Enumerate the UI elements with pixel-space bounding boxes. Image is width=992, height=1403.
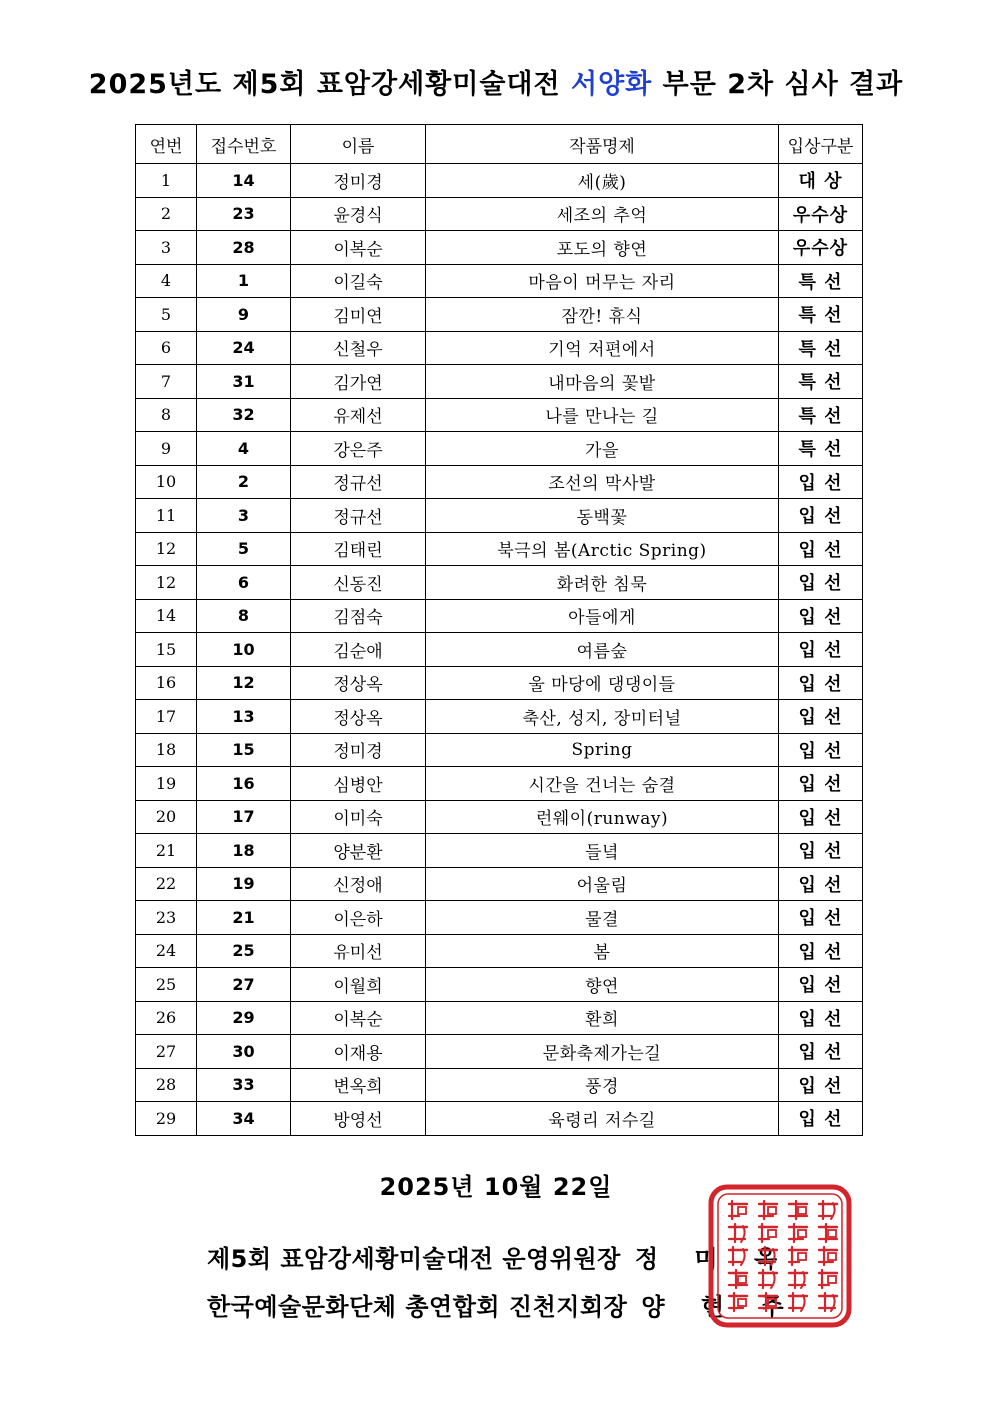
cell-award: 입 선 [779, 867, 863, 901]
cell-award: 특 선 [779, 432, 863, 466]
document-date: 2025년 10월 22일 [379, 1173, 613, 1201]
table-row [136, 901, 863, 935]
cell-receipt-number: 33 [197, 1068, 291, 1102]
cell-name: 이복순 [291, 231, 426, 265]
cell-artwork-title: 북극의 봄(Arctic Spring) [426, 532, 779, 566]
cell-name: 이은하 [291, 901, 426, 935]
cell-receipt-number: 12 [197, 666, 291, 700]
cell-receipt-number: 4 [197, 432, 291, 466]
cell-serial: 14 [136, 599, 197, 633]
cell-serial: 12 [136, 566, 197, 600]
cell-serial: 10 [136, 465, 197, 499]
cell-serial: 11 [136, 499, 197, 533]
table-row [136, 532, 863, 566]
cell-award: 대 상 [779, 164, 863, 198]
cell-serial: 28 [136, 1068, 197, 1102]
table-body [136, 164, 863, 1136]
cell-serial: 4 [136, 264, 197, 298]
cell-receipt-number: 3 [197, 499, 291, 533]
cell-award: 특 선 [779, 365, 863, 399]
cell-receipt-number: 34 [197, 1102, 291, 1136]
cell-award: 입 선 [779, 499, 863, 533]
cell-name: 이월희 [291, 968, 426, 1002]
cell-serial: 23 [136, 901, 197, 935]
cell-serial: 3 [136, 231, 197, 265]
cell-name: 신철우 [291, 331, 426, 365]
cell-name: 이재용 [291, 1035, 426, 1069]
signature-person: 정 미 옥 [634, 1245, 792, 1273]
cell-name: 변옥희 [291, 1068, 426, 1102]
cell-name: 심병안 [291, 767, 426, 801]
header-serial: 연번 [136, 125, 197, 164]
cell-artwork-title: Spring [426, 733, 779, 767]
header-name: 이름 [291, 125, 426, 164]
cell-award: 입 선 [779, 599, 863, 633]
table-row [136, 1102, 863, 1136]
cell-award: 입 선 [779, 1035, 863, 1069]
cell-award: 입 선 [779, 633, 863, 667]
cell-award: 입 선 [779, 901, 863, 935]
header-receipt: 접수번호 [197, 125, 291, 164]
table-row [136, 298, 863, 332]
cell-receipt-number: 21 [197, 901, 291, 935]
cell-serial: 27 [136, 1035, 197, 1069]
table-row [136, 197, 863, 231]
header-award: 입상구분 [779, 125, 863, 164]
table-row [136, 1035, 863, 1069]
cell-serial: 18 [136, 733, 197, 767]
cell-receipt-number: 17 [197, 800, 291, 834]
cell-name: 방영선 [291, 1102, 426, 1136]
cell-receipt-number: 27 [197, 968, 291, 1002]
signature-role: 한국예술문화단체 총연합회 진천지회장 [207, 1293, 628, 1321]
cell-name: 신동진 [291, 566, 426, 600]
cell-award: 특 선 [779, 298, 863, 332]
cell-award: 우수상 [779, 231, 863, 265]
cell-serial: 12 [136, 532, 197, 566]
cell-serial: 20 [136, 800, 197, 834]
cell-serial: 7 [136, 365, 197, 399]
cell-serial: 25 [136, 968, 197, 1002]
cell-receipt-number: 16 [197, 767, 291, 801]
cell-artwork-title: 화려한 침묵 [426, 566, 779, 600]
cell-award: 입 선 [779, 532, 863, 566]
cell-artwork-title: 세(歲) [426, 164, 779, 198]
cell-serial: 16 [136, 666, 197, 700]
cell-award: 특 선 [779, 331, 863, 365]
table-row [136, 934, 863, 968]
cell-name: 정미경 [291, 733, 426, 767]
cell-serial: 9 [136, 432, 197, 466]
cell-artwork-title: 어울림 [426, 867, 779, 901]
cell-receipt-number: 8 [197, 599, 291, 633]
table-row [136, 365, 863, 399]
cell-receipt-number: 23 [197, 197, 291, 231]
cell-serial: 24 [136, 934, 197, 968]
cell-artwork-title: 여름숲 [426, 633, 779, 667]
table-row [136, 633, 863, 667]
cell-name: 이복순 [291, 1001, 426, 1035]
cell-artwork-title: 조선의 막사발 [426, 465, 779, 499]
table-row [136, 834, 863, 868]
cell-serial: 1 [136, 164, 197, 198]
results-table [135, 124, 863, 1136]
cell-award: 입 선 [779, 767, 863, 801]
cell-serial: 21 [136, 834, 197, 868]
cell-artwork-title: 축산, 성지, 장미터널 [426, 700, 779, 734]
table-row [136, 767, 863, 801]
cell-name: 이길숙 [291, 264, 426, 298]
cell-artwork-title: 포도의 향연 [426, 231, 779, 265]
cell-artwork-title: 마음이 머무는 자리 [426, 264, 779, 298]
cell-receipt-number: 9 [197, 298, 291, 332]
cell-name: 정상옥 [291, 666, 426, 700]
cell-award: 입 선 [779, 1068, 863, 1102]
cell-name: 이미숙 [291, 800, 426, 834]
table-row [136, 800, 863, 834]
cell-artwork-title: 런웨이(runway) [426, 800, 779, 834]
cell-artwork-title: 잠깐! 휴식 [426, 298, 779, 332]
cell-name: 강은주 [291, 432, 426, 466]
cell-artwork-title: 들녘 [426, 834, 779, 868]
cell-artwork-title: 육령리 저수길 [426, 1102, 779, 1136]
cell-serial: 22 [136, 867, 197, 901]
cell-artwork-title: 봄 [426, 934, 779, 968]
cell-name: 유미선 [291, 934, 426, 968]
cell-receipt-number: 15 [197, 733, 291, 767]
cell-artwork-title: 물결 [426, 901, 779, 935]
cell-artwork-title: 울 마당에 댕댕이들 [426, 666, 779, 700]
table-row [136, 733, 863, 767]
cell-receipt-number: 30 [197, 1035, 291, 1069]
cell-name: 김가연 [291, 365, 426, 399]
table-row [136, 700, 863, 734]
table-row [136, 666, 863, 700]
cell-receipt-number: 5 [197, 532, 291, 566]
cell-artwork-title: 세조의 추억 [426, 197, 779, 231]
cell-receipt-number: 25 [197, 934, 291, 968]
table-row [136, 432, 863, 466]
cell-name: 윤경식 [291, 197, 426, 231]
cell-serial: 19 [136, 767, 197, 801]
cell-name: 정미경 [291, 164, 426, 198]
table-row [136, 1001, 863, 1035]
cell-award: 입 선 [779, 733, 863, 767]
cell-receipt-number: 31 [197, 365, 291, 399]
title-prefix: 2025년도 제5회 표암강세황미술대전 [88, 69, 561, 100]
table-row [136, 331, 863, 365]
table-row [136, 566, 863, 600]
table-row [136, 465, 863, 499]
cell-receipt-number: 24 [197, 331, 291, 365]
cell-name: 유제선 [291, 398, 426, 432]
cell-award: 입 선 [779, 800, 863, 834]
cell-artwork-title: 시간을 건너는 숨결 [426, 767, 779, 801]
cell-receipt-number: 1 [197, 264, 291, 298]
cell-name: 정규선 [291, 499, 426, 533]
cell-name: 양분환 [291, 834, 426, 868]
cell-name: 김점숙 [291, 599, 426, 633]
cell-artwork-title: 가을 [426, 432, 779, 466]
cell-serial: 5 [136, 298, 197, 332]
cell-artwork-title: 향연 [426, 968, 779, 1002]
cell-serial: 26 [136, 1001, 197, 1035]
cell-receipt-number: 2 [197, 465, 291, 499]
cell-artwork-title: 동백꽃 [426, 499, 779, 533]
cell-artwork-title: 아들에게 [426, 599, 779, 633]
cell-award: 입 선 [779, 465, 863, 499]
table-row [136, 599, 863, 633]
cell-serial: 17 [136, 700, 197, 734]
signature-person: 양 현 주 [641, 1293, 798, 1321]
cell-award: 입 선 [779, 566, 863, 600]
cell-artwork-title: 환희 [426, 1001, 779, 1035]
cell-award: 입 선 [779, 934, 863, 968]
cell-receipt-number: 28 [197, 231, 291, 265]
cell-serial: 2 [136, 197, 197, 231]
cell-name: 신정애 [291, 867, 426, 901]
cell-artwork-title: 풍경 [426, 1068, 779, 1102]
cell-receipt-number: 10 [197, 633, 291, 667]
table-row [136, 231, 863, 265]
cell-award: 입 선 [779, 666, 863, 700]
cell-artwork-title: 나를 만나는 길 [426, 398, 779, 432]
cell-name: 김순애 [291, 633, 426, 667]
cell-award: 특 선 [779, 264, 863, 298]
cell-receipt-number: 6 [197, 566, 291, 600]
cell-name: 김미연 [291, 298, 426, 332]
table-row [136, 867, 863, 901]
title-suffix: 부문 2차 심사 결과 [662, 69, 904, 100]
cell-receipt-number: 18 [197, 834, 291, 868]
cell-name: 정규선 [291, 465, 426, 499]
cell-receipt-number: 13 [197, 700, 291, 734]
cell-award: 특 선 [779, 398, 863, 432]
cell-receipt-number: 14 [197, 164, 291, 198]
cell-artwork-title: 기억 저편에서 [426, 331, 779, 365]
table-row [136, 164, 863, 198]
cell-serial: 6 [136, 331, 197, 365]
cell-award: 입 선 [779, 1001, 863, 1035]
cell-award: 입 선 [779, 700, 863, 734]
table-row [136, 264, 863, 298]
cell-award: 입 선 [779, 968, 863, 1002]
cell-name: 김태린 [291, 532, 426, 566]
signature-line-committee-chair [207, 1239, 791, 1274]
title-highlight: 서양화 [571, 69, 653, 100]
cell-serial: 15 [136, 633, 197, 667]
official-seal-stamp [707, 1183, 853, 1329]
cell-receipt-number: 19 [197, 867, 291, 901]
cell-award: 입 선 [779, 834, 863, 868]
cell-award: 입 선 [779, 1102, 863, 1136]
cell-receipt-number: 32 [197, 398, 291, 432]
cell-serial: 8 [136, 398, 197, 432]
signature-role: 제5회 표암강세황미술대전 운영위원장 [207, 1245, 621, 1273]
page-title [0, 62, 992, 101]
table-row [136, 968, 863, 1002]
table-row [136, 499, 863, 533]
cell-receipt-number: 29 [197, 1001, 291, 1035]
table-row [136, 1068, 863, 1102]
cell-artwork-title: 내마음의 꽃밭 [426, 365, 779, 399]
cell-serial: 29 [136, 1102, 197, 1136]
header-artwork-title: 작품명제 [426, 125, 779, 164]
cell-award: 우수상 [779, 197, 863, 231]
table-header-row [136, 125, 863, 164]
table-row [136, 398, 863, 432]
cell-artwork-title: 문화축제가는길 [426, 1035, 779, 1069]
cell-name: 정상옥 [291, 700, 426, 734]
